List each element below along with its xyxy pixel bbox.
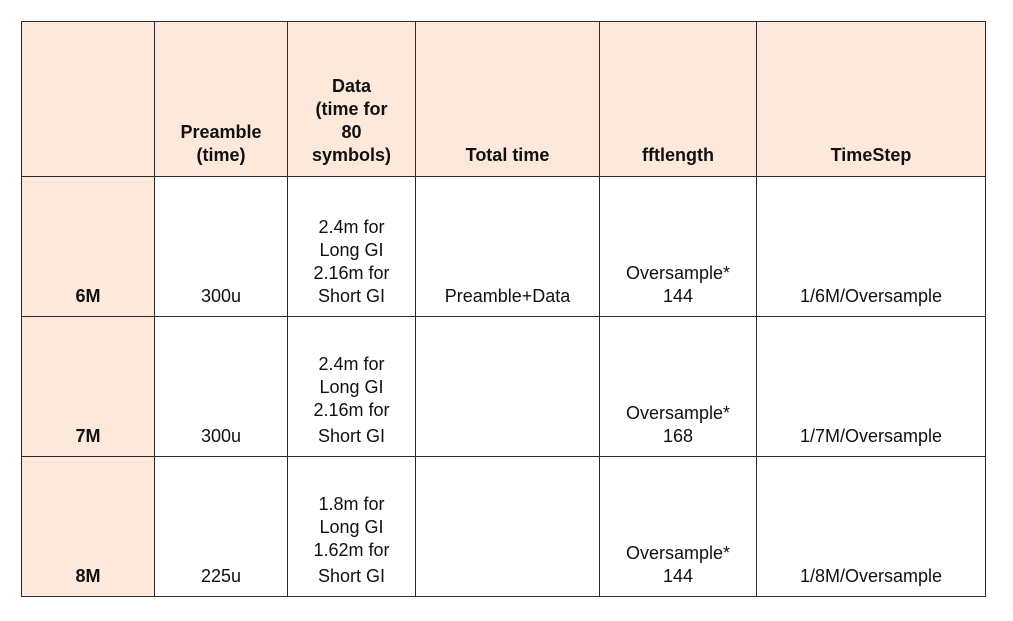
header-cell-data: [288, 22, 416, 177]
data-line: 2.16m for: [313, 263, 390, 283]
header-data-line-3: 80: [341, 122, 362, 142]
data-line: 2.16m for: [313, 400, 390, 420]
fft-line: 144: [662, 566, 694, 586]
data-line: 1.62m for: [313, 540, 390, 560]
total-time-cell: Preamble+Data: [416, 177, 600, 317]
header-cell-total-time: Total time: [416, 22, 600, 177]
header-cell-fftlength: fftlength: [600, 22, 757, 177]
data-line: Short GI: [317, 426, 386, 446]
data-line: 2.4m for: [318, 354, 385, 374]
header-row: [22, 22, 986, 177]
data-cell: [288, 317, 416, 457]
parameters-table: [21, 21, 986, 597]
data-cell: [288, 177, 416, 317]
timestep-cell: 1/6M/Oversample: [757, 177, 986, 317]
header-cell-empty: [22, 22, 155, 177]
data-line: Short GI: [317, 286, 386, 306]
row-label: 8M: [22, 457, 155, 597]
timestep-cell: 1/8M/Oversample: [757, 457, 986, 597]
table-row: [22, 457, 986, 597]
header-preamble-line-1: Preamble: [180, 122, 262, 142]
data-line: 1.8m for: [318, 494, 385, 514]
header-data-line-4: symbols): [311, 145, 392, 165]
data-line: 2.4m for: [318, 217, 385, 237]
fft-line: 144: [662, 286, 694, 306]
preamble-cell: 300u: [155, 317, 288, 457]
fft-line: Oversample*: [625, 543, 731, 563]
fftlength-cell: [600, 457, 757, 597]
header-data-line-1: Data: [331, 76, 371, 96]
table-row: [22, 317, 986, 457]
header-data-line-2: (time for: [315, 99, 388, 119]
table-row: [22, 177, 986, 317]
total-time-cell: [416, 317, 600, 457]
fft-line: 168: [662, 426, 694, 446]
fft-line: Oversample*: [625, 263, 731, 283]
fft-line: Oversample*: [625, 403, 731, 423]
header-cell-preamble: [155, 22, 288, 177]
data-line: Short GI: [317, 566, 386, 586]
preamble-cell: 225u: [155, 457, 288, 597]
header-preamble-line-2: (time): [196, 145, 246, 165]
row-label: 6M: [22, 177, 155, 317]
data-line: Long GI: [319, 240, 384, 260]
fftlength-cell: [600, 177, 757, 317]
preamble-cell: 300u: [155, 177, 288, 317]
data-line: Long GI: [319, 377, 384, 397]
total-time-cell: [416, 457, 600, 597]
data-line: Long GI: [319, 517, 384, 537]
header-cell-timestep: TimeStep: [757, 22, 986, 177]
fftlength-cell: [600, 317, 757, 457]
data-cell: [288, 457, 416, 597]
timestep-cell: 1/7M/Oversample: [757, 317, 986, 457]
table-container: [21, 21, 986, 597]
row-label: 7M: [22, 317, 155, 457]
